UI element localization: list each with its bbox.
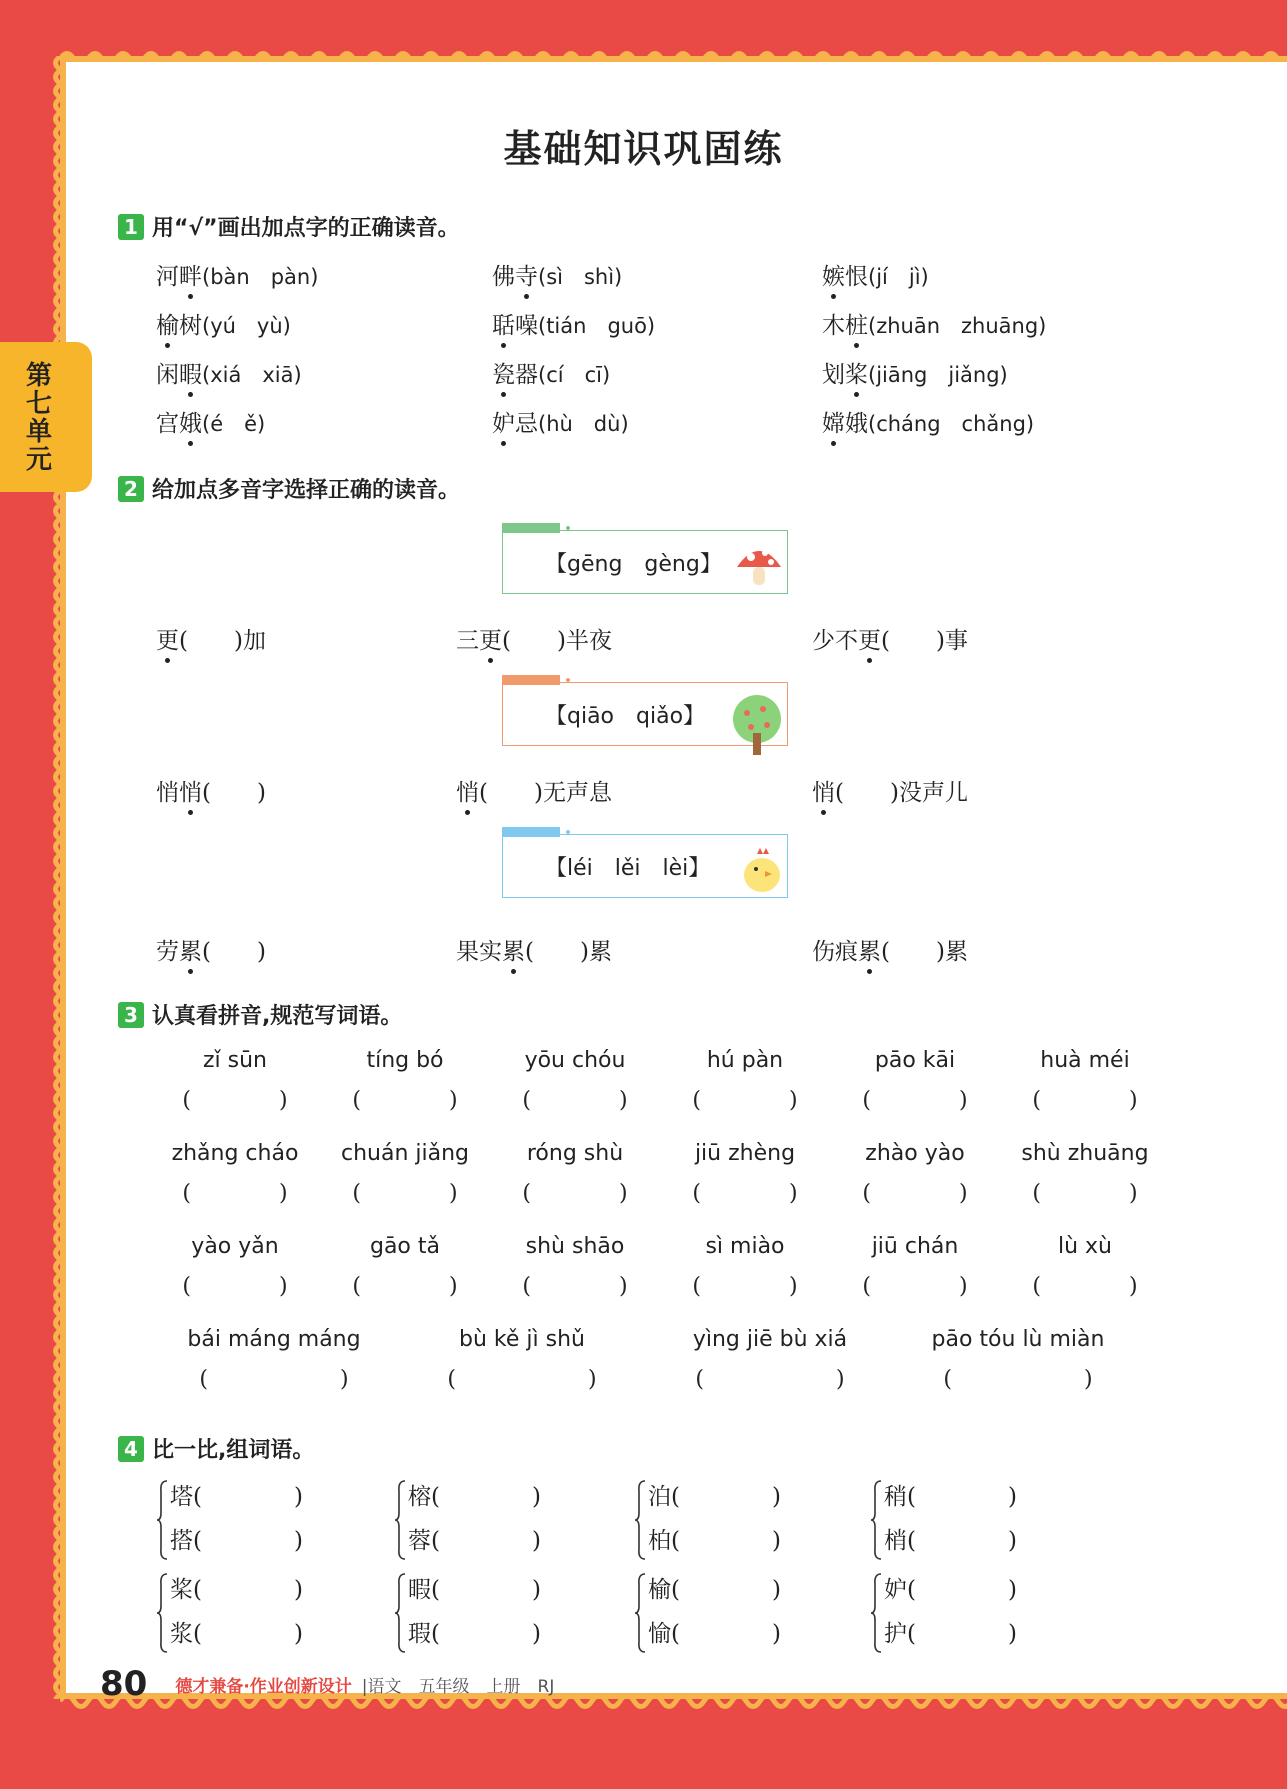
word-char: 器 — [515, 362, 538, 388]
pinyin-row — [150, 1141, 1170, 1207]
pinyin-options[interactable]: (cí cī) — [538, 363, 611, 387]
pair-lines — [408, 1475, 541, 1563]
dotted-char: 更 — [479, 622, 502, 655]
idiom-cell — [646, 1327, 894, 1393]
pinyin-word: róng shù — [526, 1141, 624, 1166]
compare-char: 稍 — [884, 1484, 907, 1510]
pair-line — [170, 1568, 303, 1612]
pair-lines — [884, 1475, 1017, 1563]
word-char: 佛 — [492, 264, 515, 290]
word-char: 河 — [156, 264, 179, 290]
pinyin-word: yìng jiē bù xiá — [692, 1327, 848, 1352]
pinyin-cell — [490, 1234, 660, 1300]
pinyin-options[interactable]: (é ě) — [202, 412, 266, 436]
pinyin-row — [150, 1234, 1170, 1300]
pair-lines — [884, 1568, 1017, 1656]
question-number-2: 2 — [118, 476, 144, 502]
pinyin-options[interactable]: (hù dù) — [538, 412, 629, 436]
brace-icon — [394, 1572, 406, 1654]
pinyin-options[interactable]: (zhuān zhuāng) — [868, 314, 1047, 338]
pinyin-options[interactable]: (xiá xiā) — [202, 363, 302, 387]
answer-blank[interactable]: ( ) — [943, 1367, 1093, 1392]
question-3-prompt: 认真看拼音,规范写词语。 — [152, 1004, 403, 1029]
brace-icon — [634, 1479, 646, 1561]
box-accent-bar — [502, 523, 560, 533]
brand-name: 德才兼备·作业创新设计 — [175, 1676, 352, 1697]
pinyin-choice-box — [502, 834, 788, 898]
idiom-cell — [150, 1327, 398, 1393]
brace-icon — [634, 1572, 646, 1654]
reading-item — [822, 307, 1046, 340]
word-char: 悄 — [156, 780, 179, 806]
answer-blank[interactable]: ( ) — [352, 1181, 458, 1206]
pinyin-cell — [830, 1234, 1000, 1300]
reading-item — [492, 356, 610, 389]
polyphone-item — [456, 622, 612, 655]
question-2-header — [118, 473, 460, 504]
word-char: 闲 — [156, 362, 179, 388]
word-char: 木 — [822, 313, 845, 339]
pair-lines — [648, 1568, 781, 1656]
pinyin-cell — [660, 1141, 830, 1207]
question-2-prompt: 给加点多音字选择正确的读音。 — [152, 478, 461, 503]
dotted-char: 悄 — [179, 774, 202, 807]
answer-blank[interactable]: ( ) — [671, 1621, 781, 1647]
pinyin-choice-box — [502, 682, 788, 746]
dotted-char: 瓷 — [492, 356, 515, 389]
pinyin-word: gāo tǎ — [369, 1234, 440, 1259]
answer-blank[interactable]: ( ) — [907, 1528, 1017, 1554]
reading-item — [822, 258, 929, 291]
word-char: 三 — [456, 628, 479, 654]
pinyin-cell — [320, 1234, 490, 1300]
pinyin-word: zhào yào — [865, 1141, 965, 1166]
reading-item — [156, 307, 291, 340]
polyphone-item — [156, 774, 266, 807]
dotted-char: 妒 — [492, 405, 515, 438]
brace-icon — [870, 1479, 882, 1561]
answer-blank[interactable]: ( )没声儿 — [835, 780, 968, 806]
dotted-char: 榆 — [156, 307, 179, 340]
question-1-header — [118, 211, 460, 242]
box-accent-bar — [502, 675, 560, 685]
polyphone-item — [456, 774, 612, 807]
answer-blank[interactable]: ( ) — [193, 1528, 303, 1554]
pinyin-cell — [830, 1048, 1000, 1114]
answer-blank[interactable]: ( )加 — [179, 628, 266, 654]
dotted-char: 嫉 — [822, 258, 845, 291]
word-char: 劳 — [156, 939, 179, 965]
compare-char: 愉 — [648, 1621, 671, 1647]
reading-item — [492, 258, 622, 291]
answer-blank[interactable]: ( ) — [202, 939, 266, 965]
answer-blank[interactable]: ( ) — [199, 1367, 349, 1392]
reading-item — [156, 258, 318, 291]
answer-blank[interactable]: ( ) — [907, 1621, 1017, 1647]
dotted-char: 悄 — [812, 774, 835, 807]
dotted-char: 聒 — [492, 307, 515, 340]
compare-char: 瑕 — [408, 1621, 431, 1647]
compare-char: 梢 — [884, 1528, 907, 1554]
pinyin-word: shù zhuāng — [1021, 1141, 1149, 1166]
reading-item — [492, 307, 655, 340]
pair-line — [170, 1475, 303, 1519]
pinyin-cell — [660, 1234, 830, 1300]
pinyin-word: zǐ sūn — [202, 1048, 267, 1073]
mushroom-icon — [733, 541, 785, 593]
pinyin-options[interactable]: (bàn pàn) — [202, 265, 319, 289]
pinyin-cell — [150, 1141, 320, 1207]
answer-blank[interactable]: ( ) — [431, 1528, 541, 1554]
reading-item — [492, 405, 629, 438]
compare-char: 榕 — [408, 1484, 431, 1510]
pinyin-options[interactable]: (jiāng jiǎng) — [868, 363, 1008, 387]
question-4-prompt: 比一比,组词语。 — [152, 1438, 315, 1463]
answer-blank[interactable]: ( ) — [862, 1274, 968, 1299]
pair-line — [884, 1612, 1017, 1656]
compare-char: 护 — [884, 1621, 907, 1647]
dotted-char: 累 — [179, 933, 202, 966]
pair-line — [408, 1475, 541, 1519]
brace-icon — [870, 1572, 882, 1654]
answer-blank[interactable]: ( )累 — [525, 939, 612, 965]
answer-blank[interactable]: ( ) — [862, 1088, 968, 1113]
compare-char: 妒 — [884, 1577, 907, 1603]
polyphone-item — [456, 933, 612, 966]
polyphone-item — [812, 933, 968, 966]
idiom-cell — [894, 1327, 1142, 1393]
pinyin-word: yào yǎn — [191, 1234, 279, 1259]
answer-blank[interactable]: ( ) — [907, 1484, 1017, 1510]
pair-line — [170, 1519, 303, 1563]
answer-blank[interactable]: ( ) — [522, 1274, 628, 1299]
pinyin-options[interactable]: (yú yù) — [202, 314, 291, 338]
pinyin-choices: 【gēng gèng】 — [545, 552, 722, 577]
pinyin-cell — [490, 1048, 660, 1114]
unit-tab[interactable] — [0, 342, 92, 492]
answer-blank[interactable]: ( ) — [182, 1181, 288, 1206]
word-char: 娥 — [845, 411, 868, 437]
dotted-char: 更 — [858, 622, 881, 655]
question-1-prompt: 用“√”画出加点字的正确读音。 — [152, 216, 460, 241]
answer-blank[interactable]: ( )无声息 — [479, 780, 612, 806]
pair-line — [648, 1612, 781, 1656]
question-number-4: 4 — [118, 1436, 144, 1462]
pinyin-cell — [1000, 1048, 1170, 1114]
answer-blank[interactable]: ( ) — [431, 1484, 541, 1510]
word-char: 果实 — [456, 939, 502, 965]
dotted-char: 桩 — [845, 307, 868, 340]
answer-blank[interactable]: ( )半夜 — [502, 628, 612, 654]
compare-char: 搭 — [170, 1528, 193, 1554]
pair-line — [648, 1568, 781, 1612]
word-char: 划 — [822, 362, 845, 388]
answer-blank[interactable]: ( ) — [431, 1621, 541, 1647]
pinyin-cell — [1000, 1234, 1170, 1300]
pair-line — [648, 1519, 781, 1563]
pair-line — [884, 1519, 1017, 1563]
dotted-char: 累 — [502, 933, 525, 966]
pair-line — [408, 1568, 541, 1612]
pinyin-choices: 【qiāo qiǎo】 — [545, 704, 706, 729]
polyphone-item — [156, 622, 266, 655]
chick-icon — [739, 845, 785, 899]
answer-blank[interactable]: ( ) — [182, 1274, 288, 1299]
word-char: 忌 — [515, 411, 538, 437]
answer-blank[interactable]: ( ) — [1032, 1088, 1138, 1113]
answer-blank[interactable]: ( ) — [692, 1181, 798, 1206]
pinyin-cell — [830, 1141, 1000, 1207]
pinyin-cell — [150, 1048, 320, 1114]
pair-lines — [170, 1475, 303, 1563]
answer-blank[interactable]: ( ) — [431, 1577, 541, 1603]
dotted-char: 娥 — [179, 405, 202, 438]
compare-char: 榆 — [648, 1577, 671, 1603]
answer-blank[interactable]: ( ) — [692, 1274, 798, 1299]
box-accent-dot — [566, 678, 570, 682]
dotted-char: 嫦 — [822, 405, 845, 438]
word-char: 树 — [179, 313, 202, 339]
brace-icon — [156, 1479, 168, 1561]
pinyin-choices: 【léi lěi lèi】 — [545, 856, 711, 881]
answer-blank[interactable]: ( ) — [193, 1621, 303, 1647]
pinyin-word: pāo tóu lù miàn — [931, 1327, 1105, 1352]
answer-blank[interactable]: ( ) — [671, 1528, 781, 1554]
compare-char: 暇 — [408, 1577, 431, 1603]
answer-blank[interactable]: ( ) — [1032, 1181, 1138, 1206]
dotted-char: 暇 — [179, 356, 202, 389]
answer-blank[interactable]: ( ) — [352, 1274, 458, 1299]
question-4-header — [118, 1433, 314, 1464]
answer-blank[interactable]: ( ) — [202, 780, 266, 806]
word-char: 噪 — [515, 313, 538, 339]
dotted-char: 悄 — [456, 774, 479, 807]
idiom-cell — [398, 1327, 646, 1393]
answer-blank[interactable]: ( ) — [193, 1577, 303, 1603]
brace-icon — [156, 1572, 168, 1654]
question-number-3: 3 — [118, 1002, 144, 1028]
answer-blank[interactable]: ( ) — [671, 1577, 781, 1603]
answer-blank[interactable]: ( ) — [907, 1577, 1017, 1603]
compare-char: 泊 — [648, 1484, 671, 1510]
pinyin-cell — [1000, 1141, 1170, 1207]
dotted-char: 桨 — [845, 356, 868, 389]
answer-blank[interactable]: ( ) — [182, 1088, 288, 1113]
pinyin-cell — [320, 1141, 490, 1207]
unit-tab-label: 第七单元 — [21, 361, 52, 473]
pair-lines — [170, 1568, 303, 1656]
answer-blank[interactable]: ( ) — [522, 1088, 628, 1113]
pinyin-row — [150, 1048, 1170, 1114]
pinyin-word: jiū zhèng — [694, 1141, 796, 1166]
answer-blank[interactable]: ( )事 — [881, 628, 968, 654]
polyphone-item — [812, 622, 968, 655]
answer-blank[interactable]: ( ) — [695, 1367, 845, 1392]
reading-item — [822, 356, 1008, 389]
word-char: 宫 — [156, 411, 179, 437]
pinyin-choice-box — [502, 530, 788, 594]
pinyin-word: yōu chóu — [524, 1048, 626, 1073]
pinyin-word: lù xù — [1057, 1234, 1112, 1259]
dotted-char: 寺 — [515, 258, 538, 291]
pinyin-word: huà méi — [1040, 1048, 1130, 1073]
pinyin-cell — [490, 1141, 660, 1207]
page-title: 基础知识巩固练 — [503, 127, 784, 171]
word-char: 少不 — [812, 628, 858, 654]
pinyin-word: zhǎng cháo — [171, 1141, 299, 1166]
pinyin-word: jiū chán — [871, 1234, 959, 1259]
reading-item — [156, 405, 265, 438]
pair-line — [170, 1612, 303, 1656]
pair-line — [884, 1568, 1017, 1612]
reading-item — [156, 356, 302, 389]
tree-icon — [729, 693, 785, 761]
answer-blank[interactable]: ( ) — [1032, 1274, 1138, 1299]
compare-char: 浆 — [170, 1621, 193, 1647]
brace-icon — [394, 1479, 406, 1561]
word-char: 恨 — [845, 264, 868, 290]
pinyin-word: bái máng máng — [187, 1327, 361, 1352]
answer-blank[interactable]: ( ) — [862, 1181, 968, 1206]
box-accent-dot — [566, 830, 570, 834]
wavy-border-left — [50, 56, 72, 1699]
question-3-header — [118, 999, 402, 1030]
idiom-row — [150, 1327, 1142, 1393]
pinyin-word: chuán jiǎng — [340, 1141, 469, 1166]
pinyin-word: sì miào — [705, 1234, 785, 1259]
box-accent-bar — [502, 827, 560, 837]
pair-line — [884, 1475, 1017, 1519]
answer-blank[interactable]: ( ) — [692, 1088, 798, 1113]
answer-blank[interactable]: ( ) — [447, 1367, 597, 1392]
pinyin-word: tíng bó — [366, 1048, 444, 1073]
pair-lines — [648, 1475, 781, 1563]
pair-line — [408, 1519, 541, 1563]
pinyin-options[interactable]: (sì shì) — [538, 265, 623, 289]
pinyin-options[interactable]: (jí jì) — [868, 265, 929, 289]
pair-line — [408, 1612, 541, 1656]
pinyin-cell — [660, 1048, 830, 1114]
pinyin-options[interactable]: (tián guō) — [538, 314, 656, 338]
page-footer — [100, 1664, 554, 1704]
pinyin-word: shù shāo — [525, 1234, 625, 1259]
pair-lines — [408, 1568, 541, 1656]
dotted-char: 累 — [858, 933, 881, 966]
book-info: |语文 五年级 上册 RJ — [361, 1676, 555, 1697]
answer-blank[interactable]: ( ) — [352, 1088, 458, 1113]
answer-blank[interactable]: ( ) — [522, 1181, 628, 1206]
answer-blank[interactable]: ( ) — [671, 1484, 781, 1510]
word-char: 伤痕 — [812, 939, 858, 965]
answer-blank[interactable]: ( ) — [193, 1484, 303, 1510]
answer-blank[interactable]: ( )累 — [881, 939, 968, 965]
polyphone-item — [156, 933, 266, 966]
pinyin-options[interactable]: (cháng chǎng) — [868, 412, 1035, 436]
box-accent-dot — [566, 526, 570, 530]
pinyin-word: bù kě jì shǔ — [459, 1327, 585, 1352]
pinyin-cell — [320, 1048, 490, 1114]
compare-char: 柏 — [648, 1528, 671, 1554]
reading-item — [822, 405, 1034, 438]
dotted-char: 畔 — [179, 258, 202, 291]
compare-char: 蓉 — [408, 1528, 431, 1554]
compare-char: 塔 — [170, 1484, 193, 1510]
pinyin-cell — [150, 1234, 320, 1300]
page-number: 80 — [100, 1664, 148, 1704]
pinyin-word: hú pàn — [706, 1048, 784, 1073]
polyphone-item — [812, 774, 968, 807]
question-number-1: 1 — [118, 214, 144, 240]
compare-char: 桨 — [170, 1577, 193, 1603]
dotted-char: 更 — [156, 622, 179, 655]
pinyin-word: pāo kāi — [874, 1048, 956, 1073]
pair-line — [648, 1475, 781, 1519]
